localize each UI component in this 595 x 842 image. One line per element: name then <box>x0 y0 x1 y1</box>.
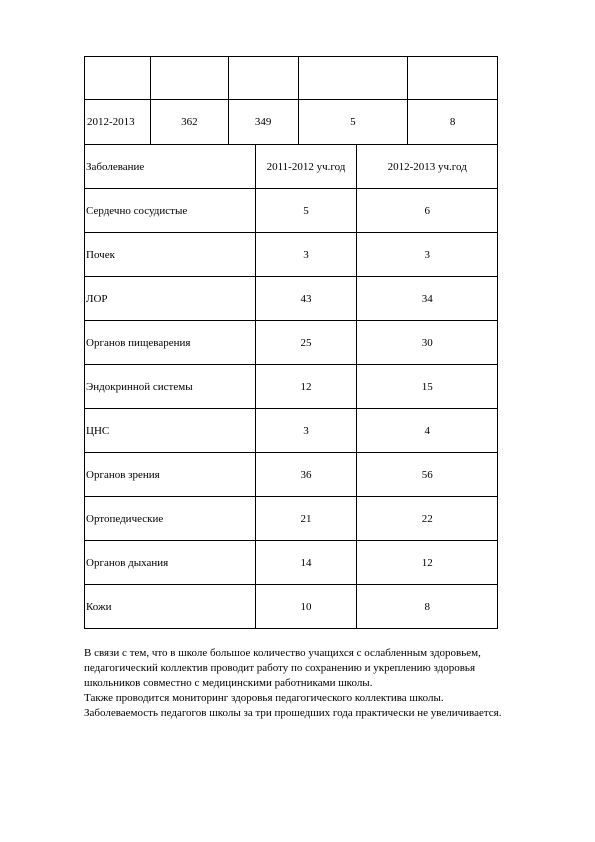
table-cell: Органов дыхания <box>85 541 256 585</box>
table-cell: 12 <box>357 541 498 585</box>
table-row <box>85 541 498 585</box>
table-cell: 36 <box>255 453 357 497</box>
table-cell: 12 <box>255 365 357 409</box>
note-paragraph <box>84 646 554 721</box>
note-line: В связи с тем, что в школе большое количество учащихся с ослабленным здоровьем, <box>84 647 481 659</box>
table-row <box>85 409 498 453</box>
table-cell: 21 <box>255 497 357 541</box>
table-cell: 56 <box>357 453 498 497</box>
column-header: 2011-2012 уч.год <box>255 145 357 189</box>
table-row <box>85 233 498 277</box>
table-cell: 2012-2013 <box>85 100 151 145</box>
table-cell: 4 <box>357 409 498 453</box>
table-cell: 14 <box>255 541 357 585</box>
table-cell: 5 <box>255 189 357 233</box>
note-line: Заболеваемость педагогов школы за три прошедших года практически не увеличивается. <box>84 707 502 719</box>
table-cell: Сердечно сосудистые <box>85 189 256 233</box>
table-cell: 8 <box>408 100 498 145</box>
table-cell: 34 <box>357 277 498 321</box>
table-cell: Ортопедические <box>85 497 256 541</box>
table-cell: ЦНС <box>85 409 256 453</box>
table-row <box>85 497 498 541</box>
disease-table <box>84 144 498 629</box>
table-cell: 22 <box>357 497 498 541</box>
table-cell <box>228 57 298 100</box>
table-cell <box>85 57 151 100</box>
table-cell: 25 <box>255 321 357 365</box>
table-cell: Кожи <box>85 585 256 629</box>
table-row <box>85 321 498 365</box>
table-cell: 6 <box>357 189 498 233</box>
table-cell: 3 <box>255 409 357 453</box>
table-cell: 349 <box>228 100 298 145</box>
table-row <box>85 585 498 629</box>
table-cell: 8 <box>357 585 498 629</box>
table-row <box>85 453 498 497</box>
table-cell: 5 <box>298 100 408 145</box>
table-cell <box>150 57 228 100</box>
table-cell: 3 <box>255 233 357 277</box>
table-cell: 15 <box>357 365 498 409</box>
table-cell: Эндокринной системы <box>85 365 256 409</box>
table-header-row <box>85 145 498 189</box>
column-header: 2012-2013 уч.год <box>357 145 498 189</box>
column-header: Заболевание <box>85 145 256 189</box>
note-line: Также проводится мониторинг здоровья педагогического коллектива школы. <box>84 692 444 704</box>
table-row <box>85 189 498 233</box>
table-cell: 43 <box>255 277 357 321</box>
table-header-row <box>85 57 498 100</box>
table-cell: 3 <box>357 233 498 277</box>
table-cell <box>408 57 498 100</box>
table-cell: Органов пищеварения <box>85 321 256 365</box>
table-cell <box>298 57 408 100</box>
note-line: школьников совместно с медицинскими работниками школы. <box>84 677 373 689</box>
table-cell: 30 <box>357 321 498 365</box>
note-line: педагогический коллектив проводит работу по сохранению и укреплению здоровья <box>84 662 476 674</box>
table-cell: Почек <box>85 233 256 277</box>
table-cell: 10 <box>255 585 357 629</box>
table-row <box>85 365 498 409</box>
table-cell: Органов зрения <box>85 453 256 497</box>
summary-table <box>84 56 498 145</box>
table-row <box>85 100 498 145</box>
table-cell: ЛОР <box>85 277 256 321</box>
table-cell: 362 <box>150 100 228 145</box>
table-row <box>85 277 498 321</box>
